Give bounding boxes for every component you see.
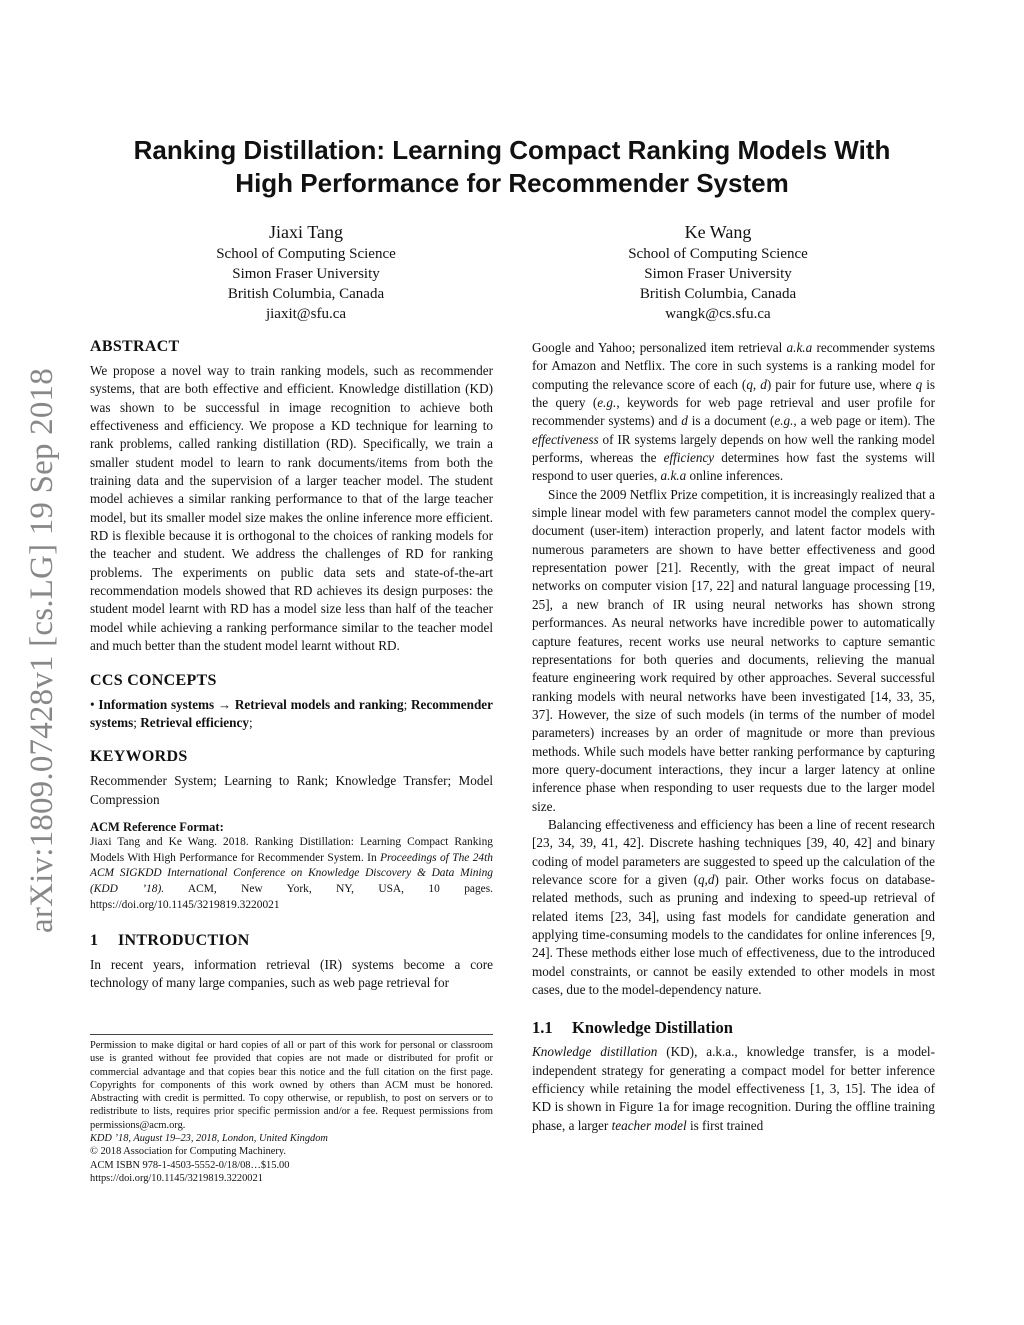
acm-ref-heading: ACM Reference Format: xyxy=(90,819,224,834)
keywords-heading: KEYWORDS xyxy=(90,748,188,766)
ccs-bullet: • xyxy=(90,696,95,712)
intro-paragraph-2: Since the 2009 Netflix Prize competition, it is increasingly realized that a simple linear model with few parameters cannot model the complex query-document (user-item) interaction properly, and latent factor models with numerous parameters are shown to have better effectiveness and good representation power [21]. Recently, with the great impact of neural networks on computer vision [17, 22] and natural language processing [19, 25], a new branch of IR using neural networks has shown strong performances. As neural networks have incredible power to automatically capture features, recent works use neural networks to capture semantic representations for both queries and documents, relieving the manual feature engineering work required by other approaches. Several successful ranking models with neural networks have been investigated [14, 33, 35, 37]. However, the size of such models (in terms of the number of model parameters) increases by an order of magnitude or more than previous methods. While such models have better ranking performance by capturing more query-document interactions, they incur a larger latency at online inference phase when responding to user requests due to the larger model size. xyxy=(532,486,935,814)
intro-paragraph-1: Google and Yahoo; personalized item retrieval a.k.a recommender systems for Amazon and Netflix. The core in such systems is a ranking model for computing the relevance score of each (q, d) pair for future use, where q is the query (e.g., keywords for web page retrieval and user profile for recommender systems) and d is a document (e.g., a web page or item). The effectiveness of IR systems largely depends on how well the ranking model performs, whereas the efficiency determines how fast the systems will respond to user queries, a.k.a online inferences. xyxy=(532,340,935,484)
arxiv-stamp xyxy=(22,350,62,950)
author-email: jiaxit@sfu.ca xyxy=(265,306,347,322)
copyright-line: © 2018 Association for Computing Machinery. xyxy=(90,1146,286,1158)
ccs-heading: CCS CONCEPTS xyxy=(90,671,217,689)
author-affiliation: School of Computing Science xyxy=(216,246,396,262)
subsection-title: Knowledge Distillation xyxy=(572,1018,733,1038)
ccs-item: Information systems xyxy=(98,696,215,712)
intro-number: 1 xyxy=(90,931,99,949)
title-line-2: High Performance for Recommender System xyxy=(235,168,789,198)
author-affiliation: Simon Fraser University xyxy=(232,266,380,282)
author-affiliation: School of Computing Science xyxy=(628,246,808,262)
abstract-text: We propose a novel way to train ranking models, such as recommender systems, that are both effective and efficient. Knowledge distillation (KD) was shown to be successful in image recognition to achieve both effectiveness and efficiency. We propose a KD technique for learning to rank problems, called ranking distillation (RD). Specifically, we train a smaller student model to learn to rank documents/items from both the training data and the supervision of a larger teacher model. The student model achieves a similar ranking performance to that of the large teacher model, but its smaller model size makes the online inference more efficient. RD is flexible because it is orthogonal to the choices of ranking models for the teacher and student. We address the challenges of RD for ranking problems. The experiments on public data sets and state-of-the-art recommendation models showed that RD achieves its design purposes: the student model learnt with RD has a model size less than half of the teacher model while achieving a ranking performance similar to the teacher model and much better than the student model learnt without RD. xyxy=(90,363,493,654)
intro-text: In recent years, information retrieval (IR) systems become a core technology of many large companies, such as web page retrieval for xyxy=(90,956,493,991)
ccs-section xyxy=(90,670,493,733)
subsection-heading xyxy=(532,1017,935,1039)
author-name: Jiaxi Tang xyxy=(269,222,343,242)
ccs-item: Retrieval models and ranking xyxy=(234,696,404,712)
keywords-text: Recommender System; Learning to Rank; Knowledge Transfer; Model Compression xyxy=(90,773,493,807)
kd-paragraph: Knowledge distillation (KD), a.k.a., knowledge transfer, is a model-independent strategy for generating a compact model for better inference efficiency while retaining the model effectiveness [1, 3, 15]. The idea of KD is shown in Figure 1a for image recognition. During the offline training phase, a larger teacher model is first trained xyxy=(532,1044,935,1133)
intro-section xyxy=(90,930,493,993)
arxiv-stamp-text: arXiv:1809.07428v1 [cs.LG] 19 Sep 2018 xyxy=(23,367,60,933)
ccs-arrow: → xyxy=(217,696,232,712)
doi-line: https://doi.org/10.1145/3219819.3220021 xyxy=(90,1172,263,1184)
intro-title: INTRODUCTION xyxy=(118,931,250,949)
permission-footnote xyxy=(90,1034,493,1185)
ccs-text xyxy=(90,696,493,733)
ccs-separator: ; xyxy=(248,714,253,730)
paper-title xyxy=(90,134,934,200)
ccs-separator: ; xyxy=(133,714,137,730)
isbn-line: ACM ISBN 978-1-4503-5552-0/18/08…$15.00 xyxy=(90,1159,290,1171)
permission-text: Permission to make digital or hard copies of all or part of this work for personal or classroom use is granted without fee provided that copies are not made or distributed for profit or commercial advantage and that copies bear this notice and the full citation on the first page. Copyrights for components of this work owned by others than ACM must be honored. Abstracting with credit is permitted. To copy otherwise, or republish, to post on servers or to redistribute to lists, requires prior specific permission and/or a fee. Request permissions from permissions@acm.org. xyxy=(90,1040,493,1131)
keywords-section xyxy=(90,746,493,809)
abstract-heading: ABSTRACT xyxy=(90,338,180,355)
ccs-item: Retrieval efficiency xyxy=(140,714,249,730)
ccs-separator: ; xyxy=(403,696,408,712)
right-column xyxy=(532,339,935,1135)
author-block-2 xyxy=(558,220,878,324)
author-affiliation: British Columbia, Canada xyxy=(227,286,385,302)
author-email: wangk@cs.sfu.ca xyxy=(665,306,771,322)
acm-ref-text xyxy=(90,835,493,914)
acm-ref-proceedings: Proceedings of The 24th ACM SIGKDD International Conference on Knowledge Discovery & Data Mining (KDD ’18). xyxy=(90,851,493,896)
subsection-number: 1.1 xyxy=(532,1018,553,1038)
title-line-1: Ranking Distillation: Learning Compact Ranking Models With xyxy=(133,135,891,165)
author-affiliation: Simon Fraser University xyxy=(644,266,792,282)
ccs-item: Recommender systems xyxy=(90,696,494,730)
author-name: Ke Wang xyxy=(684,222,752,242)
acm-ref-part: Jiaxi Tang and Ke Wang. 2018. Ranking Distillation: Learning Compact Ranking Models With High Performance for Recommender System. In xyxy=(90,835,493,864)
intro-heading xyxy=(90,930,493,952)
acm-ref-part: ACM, New York, NY, USA, 10 pages. https://doi.org/10.1145/3219819.3220021 xyxy=(90,883,494,912)
author-block-1 xyxy=(146,220,466,324)
conference-line: KDD ’18, August 19–23, 2018, London, United Kingdom xyxy=(90,1133,328,1145)
left-column xyxy=(90,336,493,993)
author-affiliation: British Columbia, Canada xyxy=(639,286,797,302)
intro-paragraph-3: Balancing effectiveness and efficiency has been a line of recent research [23, 34, 39, 41, 42]. Discrete hashing techniques [39, 40, 42] and binary coding of model parameters are suggested to speed up the calculation of the relevance score for a given (q,d) pair. Other works focus on database-related methods, such as pruning and indexing to speed-up retrieval of related items [23, 34], using fast models for candidate generation and applying time-consuming models to the candidates for online inferences [9, 24]. These methods either lose much of effectiveness, due to the introduced model constraints, or cannot be easily extended to other models in most cases, due to the model-dependency nature. xyxy=(532,816,935,998)
